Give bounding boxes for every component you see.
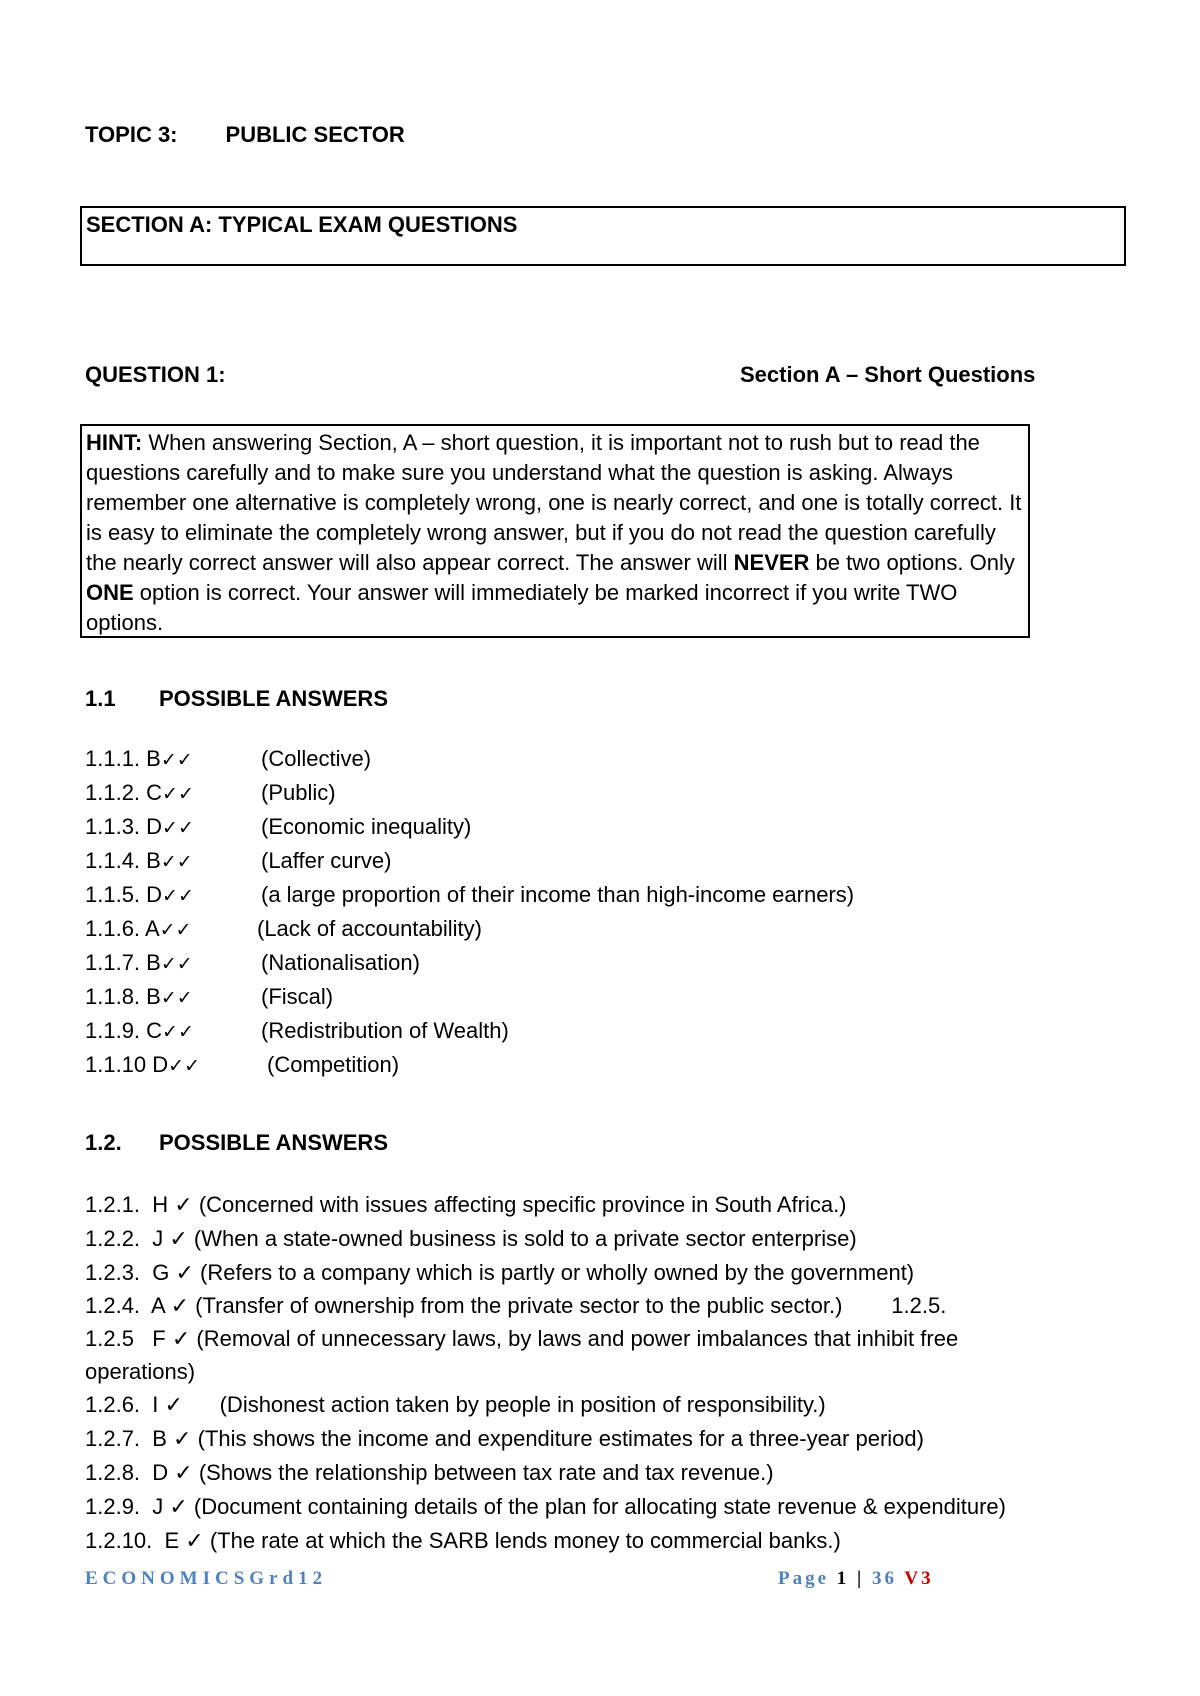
hint-text-3: option is correct. Your answer will immediately be marked incorrect if you write TWO options. [86, 580, 958, 635]
question-label: QUESTION 1: [85, 362, 226, 387]
list-item [85, 950, 420, 976]
answer-label: 1.1.9. C [85, 1018, 163, 1043]
check-mark-icon: ✓✓ [160, 749, 193, 771]
list-item: 1.2.2. J ✓ (When a state-owned business is sold to a private sector enterprise) [85, 1226, 857, 1251]
list-item: 1.2.8. D ✓ (Shows the relationship between tax rate and tax revenue.) [85, 1460, 774, 1485]
list-item [85, 984, 334, 1010]
hint-box [80, 424, 1030, 638]
hint-text-1: When answering Section, A – short question, it is important not to rush but to read the questions carefully and to make sure you understand what the question is asking. Always remember one alternative is completely wrong, one is nearly correct, and one is totally correct. It is easy to eliminate the completely wrong answer, but if you do not read the question carefully the nearly correct answer will also appear correct. The answer will [86, 430, 1022, 575]
answer-description: (Redistribution of Wealth) [261, 1018, 509, 1043]
list-item [85, 814, 472, 840]
check-mark-icon: ✓✓ [160, 953, 193, 975]
answer-label: 1.1.2. C [85, 780, 163, 805]
check-mark-icon: ✓✓ [162, 885, 194, 907]
section-a-box [80, 206, 1126, 266]
section-1-2-title: POSSIBLE ANSWERS [159, 1130, 388, 1155]
section-a-title: SECTION A: TYPICAL EXAM QUESTIONS [86, 212, 518, 237]
hint-never: NEVER [733, 550, 810, 575]
answer-description: (Lack of accountability) [257, 916, 482, 941]
check-mark-icon: ✓✓ [162, 783, 194, 805]
check-mark-icon: ✓✓ [160, 987, 193, 1009]
footer-page-total: 36 [871, 1568, 897, 1589]
answer-description: (Nationalisation) [261, 950, 420, 975]
topic-title: PUBLIC SECTOR [225, 122, 405, 147]
answer-description: (Fiscal) [261, 984, 334, 1009]
answer-description: (Collective) [261, 746, 372, 771]
answer-description: (Laffer curve) [261, 848, 392, 873]
answer-description: (Competition) [267, 1052, 400, 1077]
footer-subject: ECONOMICSGrd12 [85, 1568, 328, 1589]
list-item [85, 1018, 509, 1044]
footer-page-number: 1 [836, 1568, 850, 1589]
list-item [85, 916, 482, 942]
answer-label: 1.1.10 D [85, 1052, 169, 1077]
list-item [85, 848, 392, 874]
hint-text-2: be two options. Only [809, 550, 1015, 575]
list-item [85, 1052, 400, 1078]
hint-paragraph [86, 428, 1024, 638]
list-item: 1.2.6. I ✓ (Dishonest action taken by people in position of responsibility.) [85, 1392, 826, 1417]
list-item [85, 746, 372, 772]
section-1-1-title: POSSIBLE ANSWERS [159, 686, 388, 711]
answer-label: 1.1.7. B [85, 950, 161, 975]
list-item: 1.2.4. A ✓ (Transfer of ownership from the private sector to the public sector.) 1.2.5. [85, 1293, 947, 1318]
list-item: 1.2.9. J ✓ (Document containing details of the plan for allocating state revenue & expenditure) [85, 1494, 1006, 1519]
list-item [85, 780, 336, 806]
section-1-1-number: 1.1 [85, 686, 116, 711]
list-item: 1.2.3. G ✓ (Refers to a company which is partly or wholly owned by the government) [85, 1260, 915, 1285]
answer-description: (Public) [261, 780, 336, 805]
footer-page-label: Page [778, 1568, 830, 1589]
answer-description: (a large proportion of their income than high-income earners) [261, 882, 855, 907]
answer-label: 1.1.6. A [85, 916, 160, 941]
hint-one: ONE [86, 580, 134, 605]
answer-label: 1.1.4. B [85, 848, 161, 873]
footer-version: V3 [904, 1568, 934, 1589]
answer-label: 1.1.8. B [85, 984, 161, 1009]
hint-lead: HINT: [86, 430, 143, 455]
topic-label: TOPIC 3: [85, 122, 178, 147]
list-item: 1.2.1. H ✓ (Concerned with issues affecting specific province in South Africa.) [85, 1192, 847, 1217]
answer-label: 1.1.3. D [85, 814, 163, 839]
section-1-2-number: 1.2. [85, 1130, 122, 1155]
list-item: 1.2.10. E ✓ (The rate at which the SARB lends money to commercial banks.) [85, 1528, 841, 1553]
check-mark-icon: ✓✓ [160, 851, 193, 873]
list-item [85, 882, 855, 908]
question-section: Section A – Short Questions [740, 362, 1036, 387]
list-item: 1.2.5 F ✓ (Removal of unnecessary laws, by laws and power imbalances that inhibit free [85, 1326, 959, 1351]
list-item: 1.2.7. B ✓ (This shows the income and expenditure estimates for a three-year period) [85, 1426, 924, 1451]
section-1-2-heading [85, 1130, 388, 1156]
check-mark-icon: ✓✓ [168, 1055, 201, 1077]
list-item: operations) [85, 1359, 196, 1384]
answer-description: (Economic inequality) [261, 814, 472, 839]
footer-separator: | [849, 1568, 872, 1589]
footer-page [778, 1568, 934, 1590]
check-mark-icon: ✓✓ [159, 919, 192, 941]
check-mark-icon: ✓✓ [162, 817, 194, 839]
answer-label: 1.1.1. B [85, 746, 161, 771]
section-1-1-heading [85, 686, 388, 712]
topic-heading [85, 122, 405, 148]
answer-label: 1.1.5. D [85, 882, 163, 907]
check-mark-icon: ✓✓ [162, 1021, 194, 1043]
